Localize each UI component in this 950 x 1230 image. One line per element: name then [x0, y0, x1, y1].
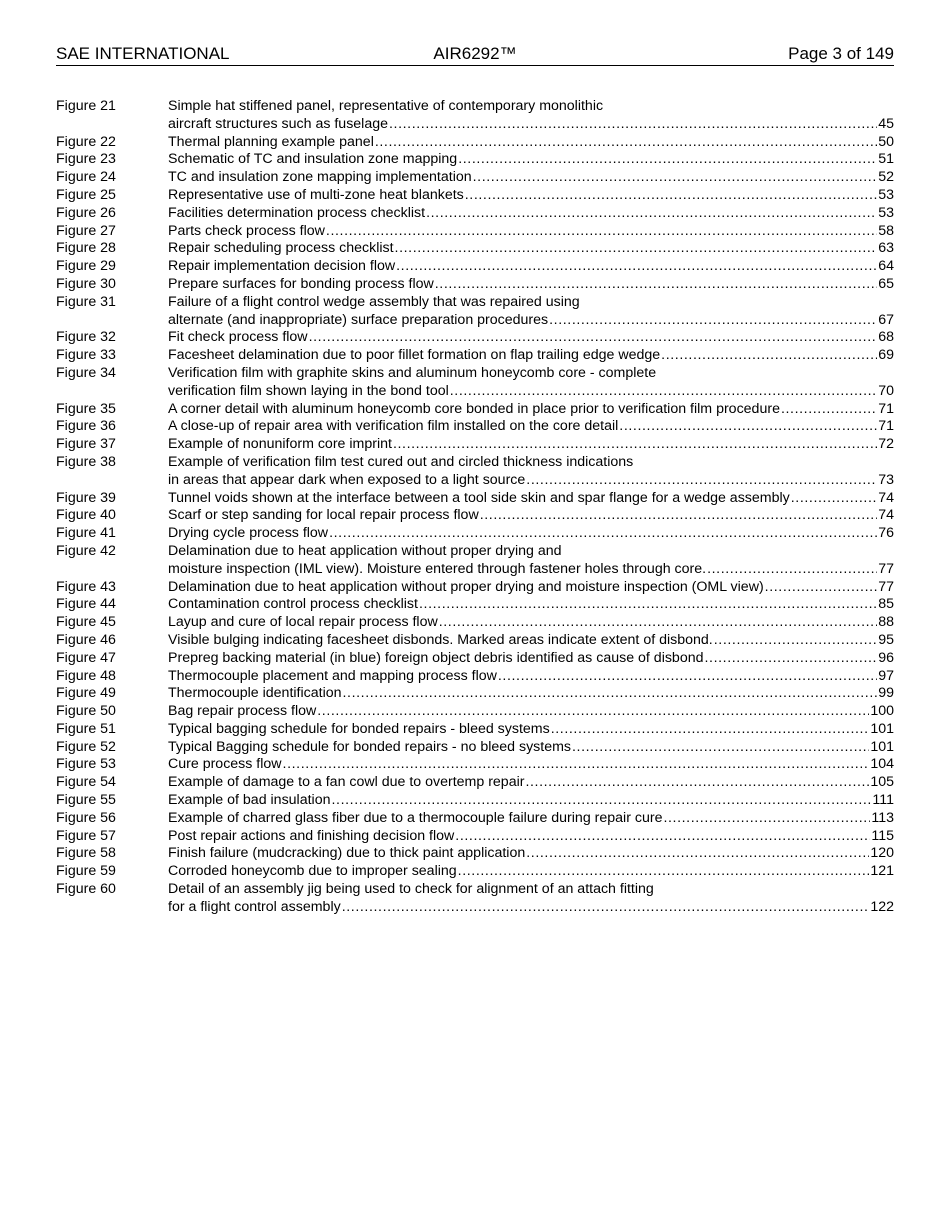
figure-number: Figure 36 [56, 418, 116, 435]
figure-caption [168, 294, 894, 330]
figure-number: Figure 30 [56, 275, 116, 292]
caption-leader-line [168, 614, 894, 632]
figure-caption [168, 739, 894, 757]
caption-line: Example of verification film test cured out and circled thickness indications [168, 453, 634, 470]
figure-caption [168, 223, 894, 241]
dot-leader [343, 685, 878, 703]
figure-number: Figure 29 [56, 258, 116, 275]
caption-text: aircraft structures such as fuselage [168, 115, 389, 132]
figure-caption [168, 792, 894, 810]
figure-caption [168, 98, 894, 134]
dot-leader [317, 703, 869, 721]
figure-caption [168, 507, 894, 525]
caption-leader-line [168, 240, 894, 258]
caption-leader-line [168, 436, 894, 454]
caption-leader-line [168, 828, 894, 846]
figure-caption [168, 614, 894, 632]
figure-page-number: 53 [878, 186, 894, 203]
figure-caption [168, 436, 894, 454]
caption-text: TC and insulation zone mapping implementation [168, 169, 472, 186]
figure-entry [56, 845, 894, 863]
dot-leader [426, 205, 877, 223]
figure-entry [56, 774, 894, 792]
caption-text: in areas that appear dark when exposed to a light source [168, 471, 526, 488]
caption-leader-line [168, 187, 894, 205]
dot-leader [450, 383, 877, 401]
figure-page-number: 58 [878, 222, 894, 239]
figure-page-number: 115 [871, 827, 894, 844]
figure-caption [168, 543, 894, 579]
figure-caption [168, 329, 894, 347]
caption-text: Thermocouple placement and mapping process flow [168, 667, 497, 684]
figure-number: Figure 37 [56, 436, 116, 453]
figure-page-number: 63 [878, 240, 894, 257]
figure-entry [56, 169, 894, 187]
figure-page-number: 77 [878, 560, 894, 577]
figure-caption [168, 650, 894, 668]
figure-number: Figure 54 [56, 774, 116, 791]
caption-leader-line [168, 756, 894, 774]
caption-text: Typical Bagging schedule for bonded repairs - no bleed systems [168, 738, 571, 755]
figure-caption [168, 276, 894, 294]
page-header [56, 44, 894, 66]
figure-page-number: 74 [878, 507, 894, 524]
figure-entry [56, 205, 894, 223]
figure-entry [56, 276, 894, 294]
caption-text: Thermal planning example panel [168, 133, 374, 150]
caption-leader-line [168, 703, 894, 721]
caption-line: Simple hat stiffened panel, representative of contemporary monolithic [168, 98, 604, 114]
figure-entry [56, 329, 894, 347]
figure-page-number: 95 [878, 631, 894, 648]
figure-number: Figure 43 [56, 578, 116, 595]
caption-leader-line [168, 596, 894, 614]
figure-entry [56, 614, 894, 632]
figure-caption [168, 703, 894, 721]
figure-number: Figure 59 [56, 863, 116, 880]
figure-number: Figure 39 [56, 489, 116, 506]
dot-leader [419, 596, 877, 614]
caption-text: Drying cycle process flow [168, 525, 329, 542]
figure-number: Figure 34 [56, 364, 116, 381]
figure-entry [56, 668, 894, 686]
caption-leader-line [168, 561, 894, 579]
figure-page-number: 97 [878, 667, 894, 684]
dot-leader [395, 240, 878, 258]
figure-page-number: 67 [878, 311, 894, 328]
figure-entry [56, 454, 894, 490]
dot-leader [480, 507, 878, 525]
caption-leader-line [168, 668, 894, 686]
figure-entry [56, 810, 894, 828]
document-page [56, 44, 894, 915]
dot-leader [458, 151, 877, 169]
figure-caption [168, 721, 894, 739]
dot-leader [329, 525, 877, 543]
figure-entry [56, 347, 894, 365]
caption-leader-line [168, 276, 894, 294]
figure-page-number: 113 [871, 809, 894, 826]
figure-number: Figure 21 [56, 98, 116, 114]
figure-page-number: 104 [870, 756, 894, 773]
figure-page-number: 68 [878, 329, 894, 346]
figure-page-number: 65 [878, 275, 894, 292]
caption-text: Example of charred glass fiber due to a thermocouple failure during repair cure [168, 809, 663, 826]
figure-entry [56, 240, 894, 258]
figure-caption [168, 756, 894, 774]
figure-page-number: 50 [878, 133, 894, 150]
figure-number: Figure 24 [56, 169, 116, 186]
figure-entry [56, 436, 894, 454]
figure-caption [168, 205, 894, 223]
dot-leader [439, 614, 878, 632]
figure-number: Figure 51 [56, 720, 116, 737]
caption-leader-line [168, 810, 894, 828]
caption-leader-line [168, 472, 894, 490]
caption-text: alternate (and inappropriate) surface preparation procedures [168, 311, 549, 328]
caption-leader-line [168, 650, 894, 668]
caption-leader-line [168, 632, 894, 650]
figure-number: Figure 33 [56, 347, 116, 364]
figure-entry [56, 721, 894, 739]
figure-number: Figure 44 [56, 596, 116, 613]
figure-page-number: 72 [878, 436, 894, 453]
caption-leader-line [168, 863, 894, 881]
document-number: AIR6292™ [433, 44, 517, 63]
caption-leader-line [168, 383, 894, 401]
caption-text: Tunnel voids shown at the interface between a tool side skin and spar flange for a wedge assembly [168, 489, 790, 506]
figure-number: Figure 49 [56, 685, 116, 702]
figure-page-number: 121 [870, 863, 894, 880]
figure-page-number: 53 [878, 204, 894, 221]
figure-caption [168, 401, 894, 419]
figure-page-number: 71 [878, 400, 894, 417]
dot-leader [707, 561, 877, 579]
figure-caption [168, 347, 894, 365]
caption-leader-line [168, 347, 894, 365]
caption-leader-line [168, 116, 894, 134]
figure-number: Figure 22 [56, 133, 116, 150]
dot-leader [551, 721, 870, 739]
caption-line: Delamination due to heat application without proper drying and [168, 542, 562, 559]
dot-leader [526, 472, 877, 490]
dot-leader [465, 187, 877, 205]
dot-leader [661, 347, 877, 365]
figure-entry [56, 828, 894, 846]
figure-caption [168, 134, 894, 152]
figure-number: Figure 40 [56, 507, 116, 524]
figure-number: Figure 32 [56, 329, 116, 346]
figure-entry [56, 703, 894, 721]
dot-leader [714, 632, 877, 650]
caption-text: Fit check process flow [168, 329, 308, 346]
caption-leader-line [168, 845, 894, 863]
figure-caption [168, 187, 894, 205]
caption-leader-line [168, 579, 894, 597]
caption-text: Representative use of multi-zone heat blankets [168, 186, 464, 203]
figure-page-number: 51 [878, 151, 894, 168]
figure-page-number: 111 [872, 792, 894, 809]
figure-number: Figure 23 [56, 151, 116, 168]
dot-leader [791, 490, 877, 508]
caption-line: Failure of a flight control wedge assembly that was repaired using [168, 293, 580, 310]
caption-leader-line [168, 134, 894, 152]
dot-leader [342, 899, 870, 917]
caption-text: Finish failure (mudcracking) due to thick paint application [168, 845, 526, 862]
dot-leader [473, 169, 878, 187]
figure-number: Figure 53 [56, 756, 116, 773]
figure-entry [56, 543, 894, 579]
dot-leader [326, 223, 877, 241]
figure-number: Figure 58 [56, 845, 116, 862]
figure-entry [56, 258, 894, 276]
figure-caption [168, 151, 894, 169]
figure-number: Figure 55 [56, 792, 116, 809]
dot-leader [283, 756, 870, 774]
caption-text: Delamination due to heat application without proper drying and moisture inspection (OML view) [168, 578, 764, 595]
figure-page-number: 96 [878, 649, 894, 666]
figure-caption [168, 258, 894, 276]
caption-text: Repair implementation decision flow [168, 258, 396, 275]
figure-caption [168, 365, 894, 401]
dot-leader [389, 116, 877, 134]
dot-leader [572, 739, 869, 757]
caption-leader-line [168, 721, 894, 739]
figure-entry [56, 756, 894, 774]
figure-caption [168, 525, 894, 543]
figure-page-number: 105 [870, 774, 894, 791]
caption-leader-line [168, 739, 894, 757]
figure-number: Figure 25 [56, 186, 116, 203]
caption-leader-line [168, 685, 894, 703]
dot-leader [393, 436, 877, 454]
dot-leader [309, 329, 878, 347]
figure-page-number: 88 [878, 614, 894, 631]
caption-text: Scarf or step sanding for local repair process flow [168, 507, 479, 524]
figure-number: Figure 31 [56, 293, 116, 310]
caption-text: Thermocouple identification [168, 685, 342, 702]
figure-page-number: 64 [878, 258, 894, 275]
figure-page-number: 122 [870, 898, 894, 915]
figure-page-number: 74 [878, 489, 894, 506]
figure-number: Figure 26 [56, 204, 116, 221]
caption-leader-line [168, 401, 894, 419]
list-of-figures [56, 98, 894, 917]
figure-number: Figure 52 [56, 738, 116, 755]
dot-leader [663, 810, 870, 828]
dot-leader [458, 863, 870, 881]
figure-entry [56, 134, 894, 152]
caption-text: Parts check process flow [168, 222, 325, 239]
caption-text: Visible bulging indicating facesheet disbonds. Marked areas indicate extent of disbond. [168, 631, 713, 648]
figure-number: Figure 35 [56, 400, 116, 417]
page-number: Page 3 of 149 [788, 44, 894, 63]
figure-page-number: 71 [878, 418, 894, 435]
caption-text: verification film shown laying in the bond tool [168, 382, 449, 399]
figure-page-number: 73 [878, 471, 894, 488]
dot-leader [396, 258, 877, 276]
figure-caption [168, 668, 894, 686]
dot-leader [498, 668, 877, 686]
figure-caption [168, 169, 894, 187]
figure-entry [56, 881, 894, 917]
figure-caption [168, 240, 894, 258]
figure-page-number: 69 [878, 347, 894, 364]
dot-leader [331, 792, 871, 810]
caption-text: Bag repair process flow [168, 703, 317, 720]
figure-number: Figure 56 [56, 809, 116, 826]
figure-entry [56, 98, 894, 134]
dot-leader [375, 134, 877, 152]
figure-entry [56, 187, 894, 205]
figure-entry [56, 863, 894, 881]
dot-leader [705, 650, 878, 668]
caption-line: Verification film with graphite skins and aluminum honeycomb core - complete [168, 364, 657, 381]
figure-caption [168, 490, 894, 508]
figure-entry [56, 632, 894, 650]
caption-leader-line [168, 774, 894, 792]
figure-page-number: 101 [870, 720, 894, 737]
caption-text: Layup and cure of local repair process flow [168, 614, 438, 631]
figure-page-number: 99 [878, 685, 894, 702]
caption-leader-line [168, 223, 894, 241]
figure-page-number: 101 [870, 738, 894, 755]
dot-leader [435, 276, 877, 294]
figure-number: Figure 45 [56, 614, 116, 631]
figure-entry [56, 490, 894, 508]
figure-caption [168, 881, 894, 917]
dot-leader [619, 418, 877, 436]
caption-text: Schematic of TC and insulation zone mapping [168, 151, 458, 168]
figure-entry [56, 596, 894, 614]
caption-leader-line [168, 418, 894, 436]
caption-leader-line [168, 151, 894, 169]
caption-text: for a flight control assembly [168, 898, 341, 915]
figure-caption [168, 454, 894, 490]
caption-text: Contamination control process checklist [168, 596, 418, 613]
caption-text: Facilities determination process checklist [168, 204, 426, 221]
caption-leader-line [168, 205, 894, 223]
figure-number: Figure 60 [56, 881, 116, 898]
figure-caption [168, 596, 894, 614]
caption-text: Corroded honeycomb due to improper sealing [168, 863, 457, 880]
figure-number: Figure 47 [56, 649, 116, 666]
publisher-name: SAE INTERNATIONAL [56, 44, 230, 63]
figure-entry [56, 579, 894, 597]
figure-entry [56, 685, 894, 703]
caption-leader-line [168, 258, 894, 276]
caption-leader-line [168, 507, 894, 525]
caption-text: Post repair actions and finishing decision flow [168, 827, 455, 844]
figure-entry [56, 418, 894, 436]
caption-text: A corner detail with aluminum honeycomb core bonded in place prior to verification film procedure [168, 400, 780, 417]
caption-leader-line [168, 329, 894, 347]
caption-leader-line [168, 525, 894, 543]
caption-leader-line [168, 490, 894, 508]
caption-text: Typical bagging schedule for bonded repairs - bleed systems [168, 720, 550, 737]
figure-entry [56, 792, 894, 810]
figure-page-number: 77 [878, 578, 894, 595]
dot-leader [549, 312, 877, 330]
figure-caption [168, 810, 894, 828]
caption-text: Prepare surfaces for bonding process flow [168, 275, 434, 292]
dot-leader [525, 774, 869, 792]
caption-text: Repair scheduling process checklist [168, 240, 394, 257]
figure-page-number: 100 [870, 703, 894, 720]
figure-entry [56, 365, 894, 401]
figure-entry [56, 294, 894, 330]
caption-text: Cure process flow [168, 756, 282, 773]
figure-number: Figure 57 [56, 827, 116, 844]
figure-caption [168, 632, 894, 650]
dot-leader [781, 401, 877, 419]
figure-page-number: 120 [870, 845, 894, 862]
figure-number: Figure 46 [56, 631, 116, 648]
caption-leader-line [168, 312, 894, 330]
figure-entry [56, 650, 894, 668]
dot-leader [526, 845, 869, 863]
figure-entry [56, 739, 894, 757]
caption-leader-line [168, 792, 894, 810]
caption-text: Facesheet delamination due to poor fillet formation on flap trailing edge wedge [168, 347, 661, 364]
figure-caption [168, 774, 894, 792]
dot-leader [455, 828, 870, 846]
caption-text: Prepreg backing material (in blue) foreign object debris identified as cause of disbond [168, 649, 704, 666]
figure-entry [56, 151, 894, 169]
caption-text: Example of damage to a fan cowl due to overtemp repair [168, 774, 525, 791]
figure-number: Figure 50 [56, 703, 116, 720]
figure-entry [56, 401, 894, 419]
caption-text: Example of nonuniform core imprint [168, 436, 392, 453]
caption-line: Detail of an assembly jig being used to check for alignment of an attach fitting [168, 881, 654, 898]
figure-caption [168, 863, 894, 881]
figure-entry [56, 507, 894, 525]
figure-page-number: 85 [878, 596, 894, 613]
caption-leader-line [168, 169, 894, 187]
caption-text: Example of bad insulation [168, 792, 331, 809]
caption-leader-line [168, 899, 894, 917]
figure-caption [168, 685, 894, 703]
figure-number: Figure 48 [56, 667, 116, 684]
figure-page-number: 70 [878, 382, 894, 399]
figure-entry [56, 525, 894, 543]
figure-number: Figure 41 [56, 525, 116, 542]
caption-text: A close-up of repair area with verification film installed on the core detail [168, 418, 619, 435]
figure-number: Figure 42 [56, 542, 116, 559]
figure-page-number: 76 [878, 525, 894, 542]
figure-caption [168, 845, 894, 863]
figure-page-number: 45 [878, 115, 894, 132]
figure-number: Figure 28 [56, 240, 116, 257]
figure-caption [168, 418, 894, 436]
figure-number: Figure 38 [56, 453, 116, 470]
figure-caption [168, 579, 894, 597]
figure-entry [56, 223, 894, 241]
figure-caption [168, 828, 894, 846]
figure-number: Figure 27 [56, 222, 116, 239]
dot-leader [765, 579, 878, 597]
figure-page-number: 52 [878, 169, 894, 186]
caption-text: moisture inspection (IML view). Moisture entered through fastener holes through core. [168, 560, 707, 577]
